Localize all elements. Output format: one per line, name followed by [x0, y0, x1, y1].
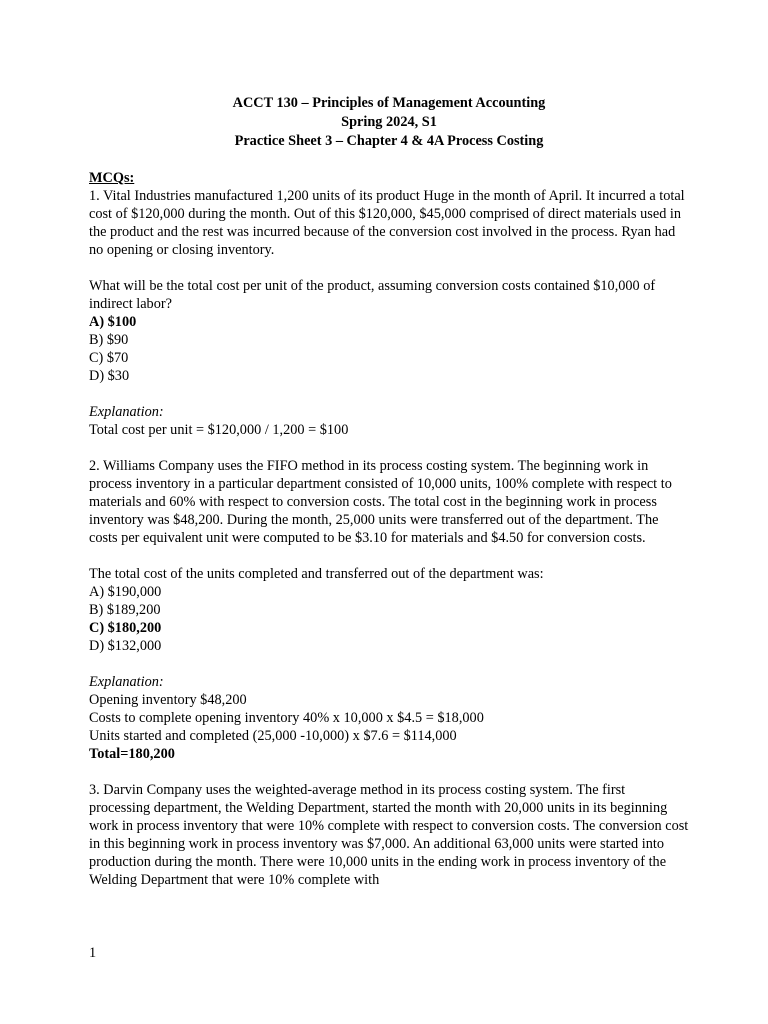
course-title: ACCT 130 – Principles of Management Accounting: [232, 95, 546, 111]
question-1-text: 1. Vital Industries manufactured 1,200 units of its product Huge in the month of April. It incurred a total cost of $120,000 during the month. Out of this $120,000, $45,000 comprised of direct materials used in the product and the rest was incurred because of the conversion cost involved in the process. Ryan had no opening or closing inventory.: [89, 188, 685, 258]
question-2-explanation-total: Total=180,200: [89, 746, 175, 762]
term-title: Spring 2024, S1: [341, 114, 437, 130]
document-page: [89, 94, 689, 889]
question-2-option-b: B) $189,200: [89, 602, 161, 618]
page-number: 1: [89, 945, 97, 961]
question-1-option-b: B) $90: [89, 332, 129, 348]
question-1-explanation-line: Total cost per unit = $120,000 / 1,200 = $100: [89, 422, 349, 438]
question-2-option-c: C) $180,200: [89, 620, 162, 636]
question-2-explanation-label: Explanation:: [89, 674, 164, 690]
question-1-explanation-label: Explanation:: [89, 404, 164, 420]
question-2-option-d: D) $132,000: [89, 638, 162, 654]
question-2-explanation-line: Units started and completed (25,000 -10,000) x $7.6 = $114,000: [89, 728, 457, 744]
question-3-text: 3. Darvin Company uses the weighted-average method in its process costing system. The first processing department, the Welding Department, started the month with 20,000 units in its beginning work in process inventory that were 10% complete with respect to conversion costs. The conversion cost in this beginning work in process inventory was $7,000. An additional 63,000 units were started into production during the month. There were 10,000 units in the ending work in process inventory of the Welding Department that were 10% complete with: [89, 782, 689, 888]
question-1-option-d: D) $30: [89, 368, 130, 384]
question-2-text: 2. Williams Company uses the FIFO method in its process costing system. The beginning work in process inventory in a particular department consisted of 10,000 units, 100% complete with respect to materials and 60% with respect to conversion costs. The total cost in the beginning work in process inventory was $48,200. During the month, 25,000 units were transferred out of the department. The costs per equivalent unit were computed to be $3.10 for materials and $4.50 for conversion costs.: [89, 458, 672, 546]
sheet-title: Practice Sheet 3 – Chapter 4 & 4A Process Costing: [234, 133, 544, 149]
question-1-prompt: What will be the total cost per unit of the product, assuming conversion costs contained $10,000 of indirect labor?: [89, 278, 656, 312]
question-2-prompt: The total cost of the units completed and transferred out of the department was:: [89, 566, 544, 582]
question-2-explanation-line: Costs to complete opening inventory 40% x 10,000 x $4.5 = $18,000: [89, 710, 484, 726]
section-label-mcqs: MCQs:: [89, 170, 135, 186]
document-header: [89, 94, 689, 151]
question-2-option-a: A) $190,000: [89, 584, 162, 600]
question-1-option-a: A) $100: [89, 314, 137, 330]
question-1-option-c: C) $70: [89, 350, 129, 366]
question-2-explanation-line: Opening inventory $48,200: [89, 692, 247, 708]
